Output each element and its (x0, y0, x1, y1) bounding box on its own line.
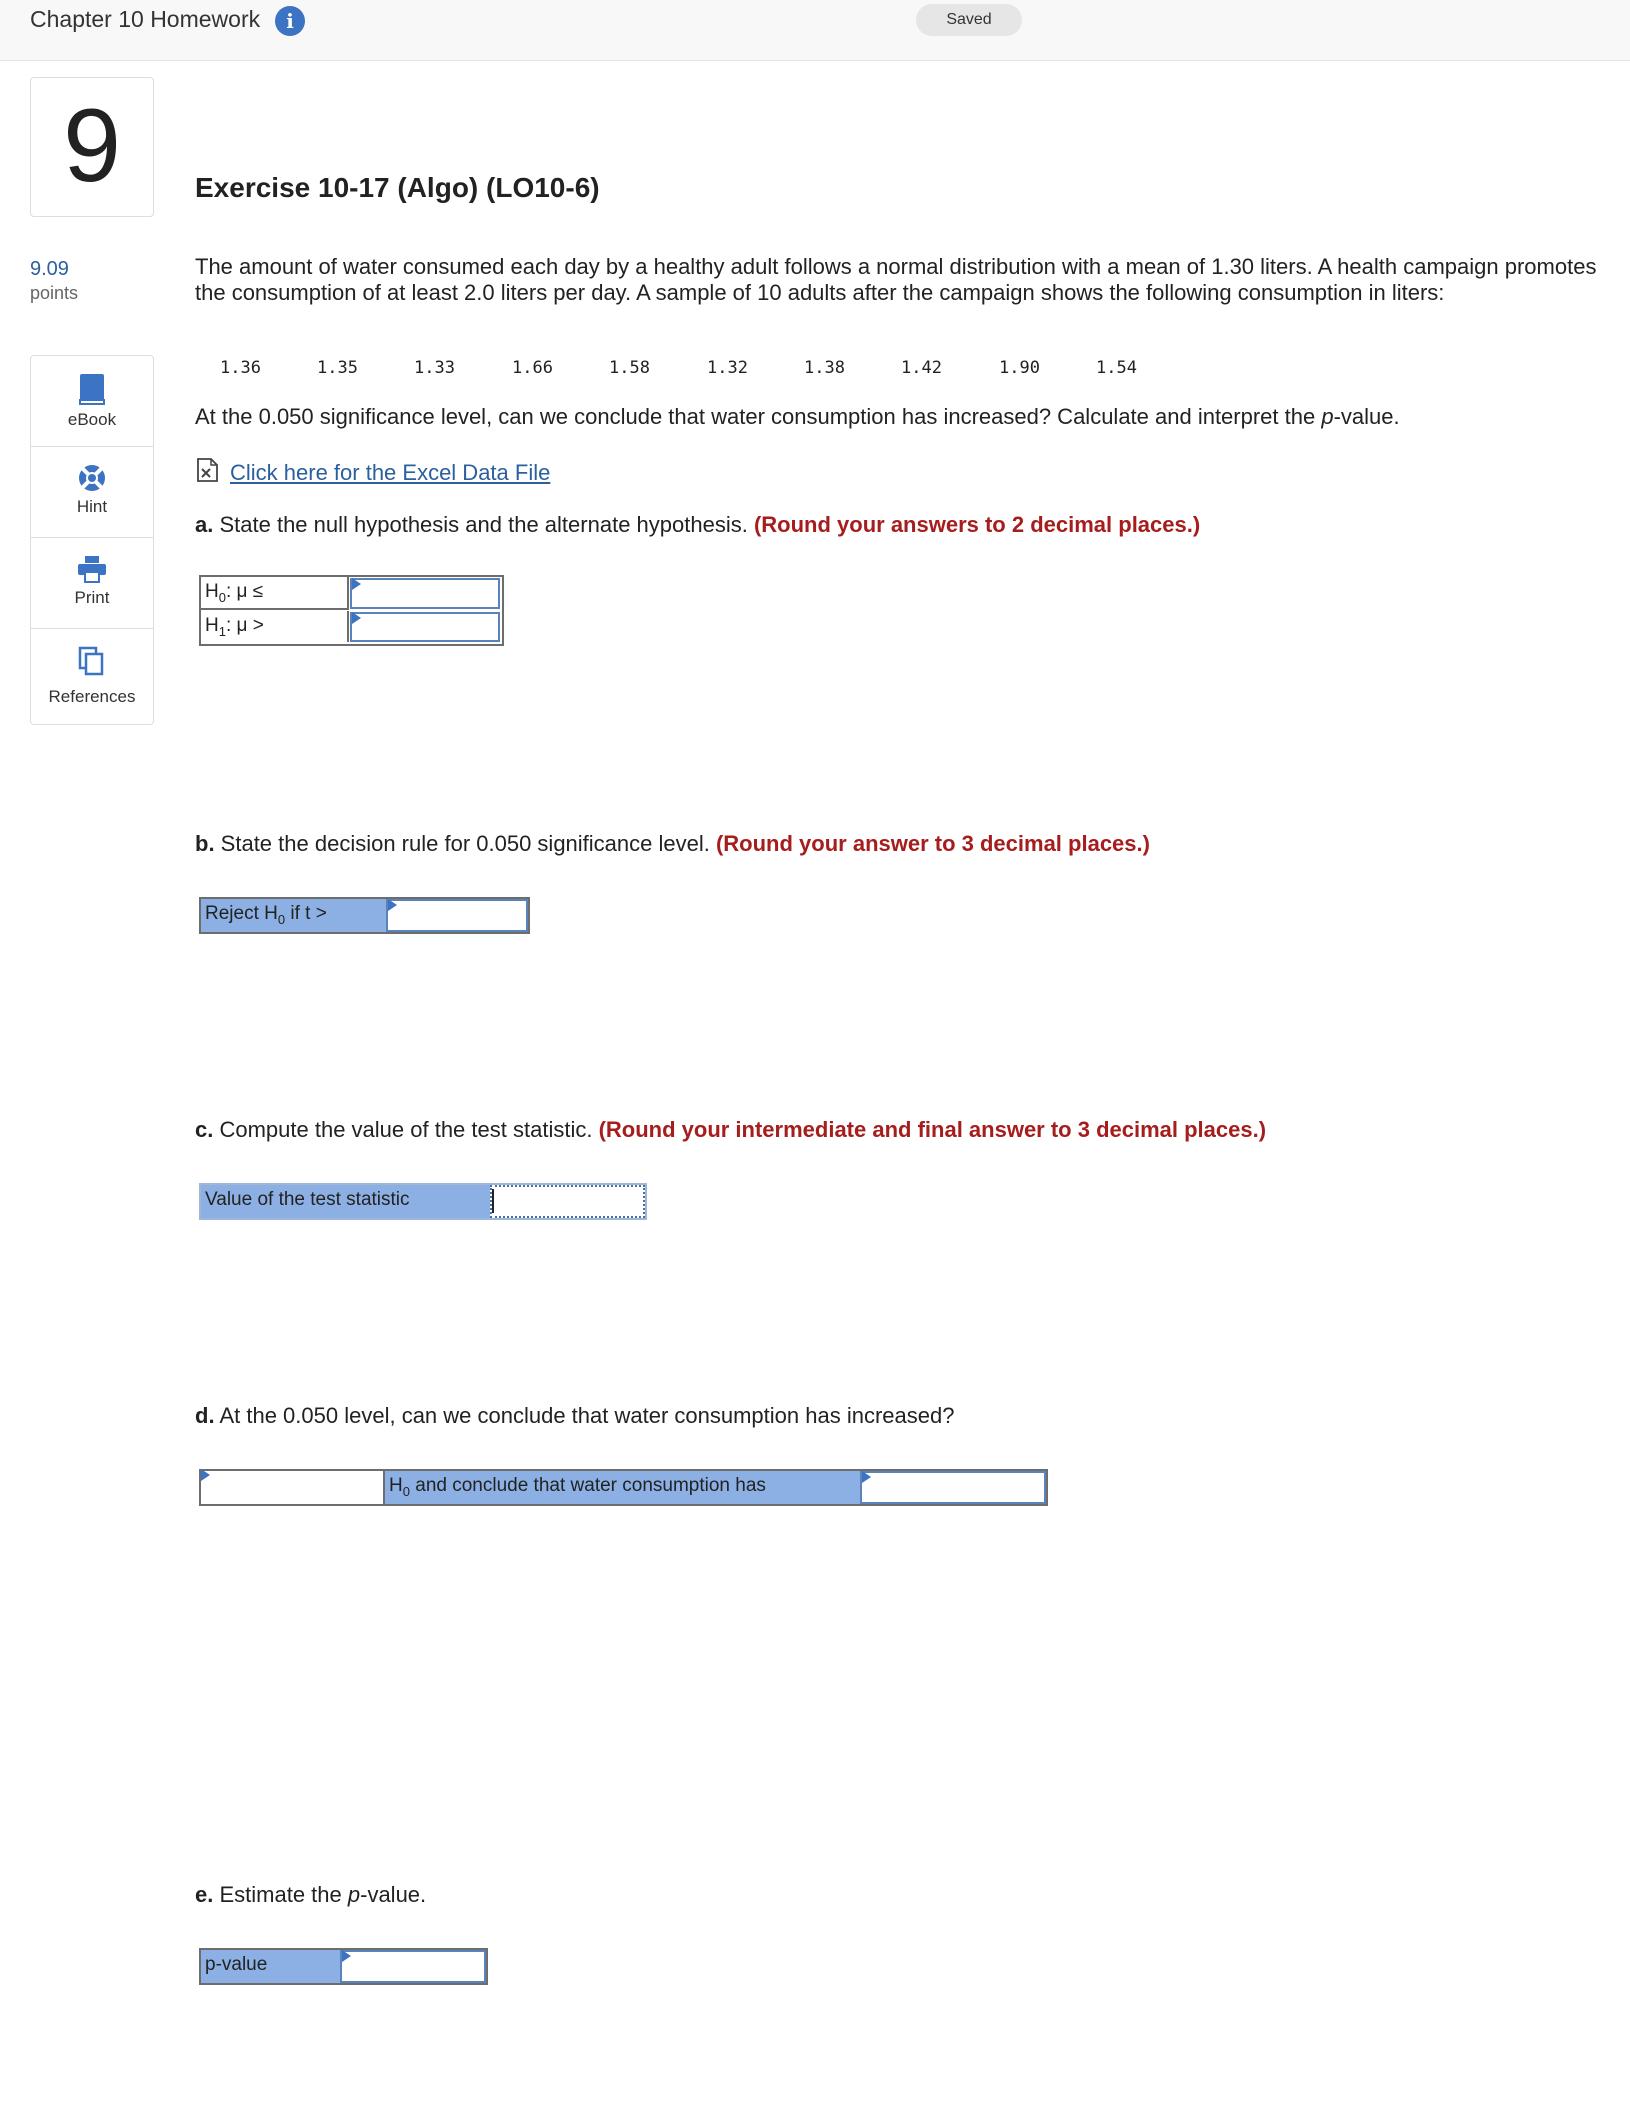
references-button[interactable] (31, 629, 153, 719)
decision-rule-label: Reject $H_0$ if t > (201, 899, 386, 932)
print-button[interactable] (31, 538, 153, 629)
excel-file-icon (196, 457, 220, 483)
points-label: points (30, 283, 79, 303)
data-value: 1.38 (804, 358, 845, 378)
tools-panel (30, 355, 154, 725)
test-statistic-input[interactable] (490, 1185, 645, 1218)
excel-data-file-link[interactable]: Click here for the Excel Data File (230, 460, 551, 485)
hint-button[interactable] (31, 447, 153, 538)
hint-label: Hint (76, 497, 108, 516)
references-label: References (48, 687, 136, 706)
h0-label: $H_0$: μ ≤ (201, 577, 349, 610)
critical-value-input[interactable] (386, 899, 528, 932)
points-value: 9.09 (30, 258, 69, 280)
top-bar (0, 0, 1630, 61)
test-statistic-label: Value of the test statistic (201, 1185, 490, 1218)
assignment-title: Chapter 10 Homework (30, 6, 261, 32)
h1-label: $H_1$: μ > (201, 611, 349, 642)
info-icon[interactable]: i (275, 6, 305, 36)
data-value: 1.35 (317, 358, 358, 378)
decision-rule-table (199, 897, 530, 934)
ebook-label: eBook (67, 410, 117, 429)
part-a-prompt: a. State the null hypothesis and the alternate hypothesis. (Round your answers to 2 decimal places.) (195, 512, 1201, 537)
exercise-intro: The amount of water consumed each day by a healthy adult follows a normal distribution with a mean of 1.30 liters. A health campaign promotes the consumption of at least 2.0 liters per day. A sample of 10 adults after the campaign shows the following consumption in liters: (195, 254, 1597, 305)
book-icon (77, 372, 107, 406)
hypothesis-table (199, 575, 504, 646)
data-value: 1.36 (220, 358, 261, 378)
p-value-table (199, 1948, 488, 1985)
h1-value-input[interactable] (350, 612, 500, 642)
data-value: 1.90 (999, 358, 1040, 378)
data-value: 1.54 (1096, 358, 1137, 378)
part-d-prompt: d. At the 0.050 level, can we conclude that water consumption has increased? (195, 1403, 955, 1428)
conclusion-table (199, 1469, 1048, 1506)
exercise-title: Exercise 10-17 (Algo) (LO10-6) (195, 172, 600, 203)
p-value-label: p-value (201, 1950, 340, 1983)
part-b-prompt: b. State the decision rule for 0.050 significance level. (Round your answer to 3 decimal places.) (195, 831, 1150, 856)
print-label: Print (74, 588, 110, 607)
printer-icon (77, 554, 107, 584)
reject-decision-select[interactable] (201, 1471, 385, 1504)
documents-icon (77, 645, 107, 677)
data-value: 1.32 (707, 358, 748, 378)
ebook-button[interactable] (31, 356, 153, 447)
part-c-prompt: c. Compute the value of the test statistic. (Round your intermediate and final answer to 3 decimal places.) (195, 1117, 1267, 1142)
saved-status-badge: Saved (916, 4, 1022, 36)
data-value: 1.42 (901, 358, 942, 378)
increase-decision-select[interactable] (860, 1471, 1046, 1504)
conclusion-label: $H_0$ and conclude that water consumption has (385, 1471, 860, 1504)
part-e-prompt: e. Estimate the p-value. (195, 1882, 427, 1907)
question-number: 9 (63, 88, 121, 204)
question-number-box (30, 77, 154, 217)
data-value: 1.66 (512, 358, 553, 378)
test-statistic-table (199, 1183, 647, 1220)
p-value-select[interactable] (340, 1950, 486, 1983)
h0-value-input[interactable] (350, 578, 500, 609)
exercise-question: At the 0.050 significance level, can we conclude that water consumption has increased? Calculate and interpret the p-value. (195, 404, 1400, 429)
lifebuoy-icon (77, 463, 107, 493)
text-cursor (492, 1189, 494, 1213)
data-value: 1.33 (414, 358, 455, 378)
data-value: 1.58 (609, 358, 650, 378)
